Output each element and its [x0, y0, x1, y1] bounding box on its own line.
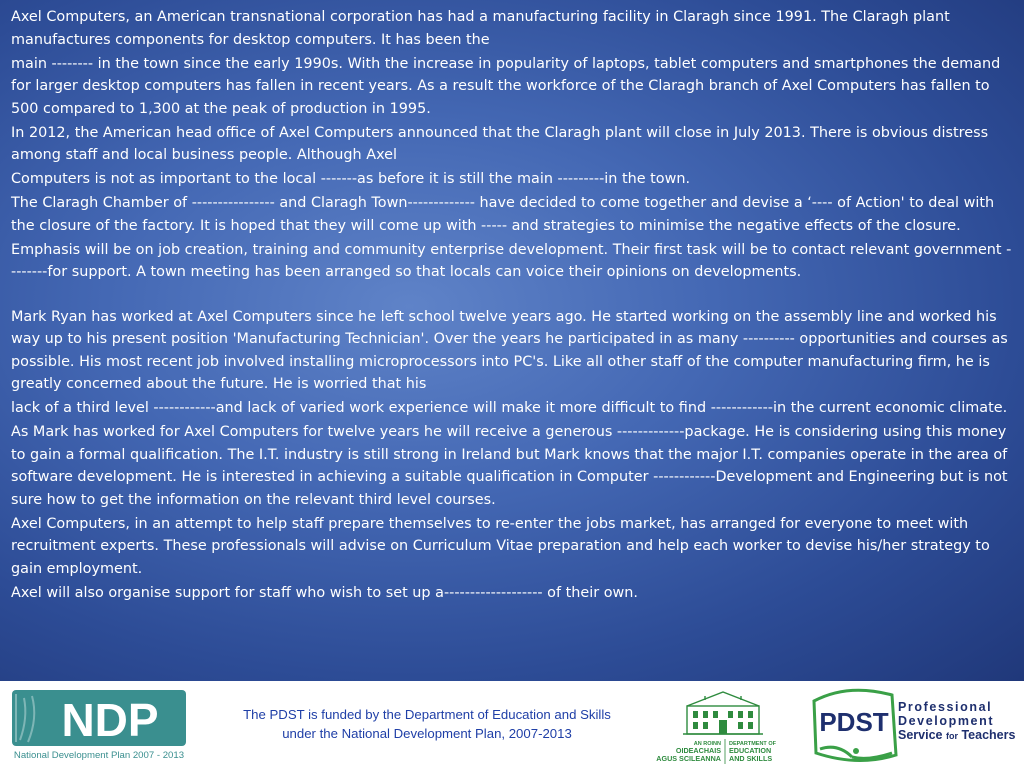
pdst-wordmark-line-3	[898, 728, 1015, 743]
dept-irish-line-3: AGUS SCILEANNA	[656, 754, 721, 763]
funding-line-1: The PDST is funded by the Department of Education and Skills	[243, 707, 611, 722]
pdst-wordmark-service: Service	[898, 728, 943, 742]
pdst-wordmark-for: for	[945, 731, 958, 741]
ndp-logo-caption: National Development Plan 2007 - 2013	[13, 750, 185, 761]
dept-building-icon	[683, 692, 763, 734]
dept-education-logo	[655, 688, 795, 764]
funding-statement	[196, 705, 658, 743]
dept-english-line-1: DEPARTMENT OF	[729, 741, 776, 747]
dept-english-line-2: EDUCATION	[729, 746, 772, 755]
dept-irish-line-2: OIDEACHAIS	[675, 746, 721, 755]
paragraph-plan-of-action: The Claragh Chamber of ---------------- and Claragh Town------------- have decided to come together and devise a ‘---- of Action' to deal with the closure of the factory. It is hoped that they will come up with ----- and strategies to minimise the negative effects of the closure.	[11, 195, 995, 234]
paragraph-enterprise: Axel will also organise support for staff who wish to set up a------------------- of their own.	[11, 584, 638, 601]
paragraph-intro: Axel Computers, an American transnational corporation has had a manufacturing facility in Claragh since 1991. The Claragh plant manufactures components for desktop computers. It has been the	[11, 9, 950, 48]
pdst-acronym: PDST	[819, 707, 889, 737]
ndp-logo	[10, 688, 188, 761]
paragraph-local-importance: Computers is not as important to the local -------as before it is still the main ---------in the town.	[11, 171, 691, 187]
paragraph-mark-ryan: Mark Ryan has worked at Axel Computers since he left school twelve years ago. He started working on the assembly line and worked his way up to his present position 'Manufacturing Technician'. Over the years he participated in as many ---------- opportunities and courses as possible. His most recent job involved installing microprocessors into PC's. Like all other staff of the computer manufacturing firm, he is greatly concerned about the future. He is worried that his	[11, 308, 1008, 392]
paragraph-closure-announcement: In 2012, the American head office of Axel Computers announced that the Claragh plant will close in July 2013. There is obvious distress among staff and local business people. Although Axel	[11, 124, 989, 163]
paragraph-redundancy: As Mark has worked for Axel Computers for twelve years he will receive a generous -------------package. He is considering using this money to gain a formal qualification. The I.T. industry is still strong in Ireland but Mark knows that the major I.T. companies operate in the area of software development. He is interested in achieving a suitable qualification in Computer ------------Development and Engineering but is not sure how to get the information on the relevant third level courses.	[11, 424, 1008, 508]
pdst-wordmark-line-1: Professional	[898, 700, 993, 714]
paragraph-workforce: main -------- in the town since the early 1990s. With the increase in popularity of laptops, tablet computers and smartphones the demand for larger desktop computers has fallen in recent years. As a result the workforce of the Claragh branch of Axel Computers has fallen to 500 compared to 1,300 at the peak of production in 1995.	[11, 55, 1001, 117]
dept-irish-line-1: AN ROINN	[693, 741, 721, 747]
dept-english-line-3: AND SKILLS	[729, 754, 773, 763]
funding-line-2: under the National Development Plan, 2007-2013	[282, 726, 572, 741]
ndp-logo-text: NDP	[61, 694, 159, 746]
paragraph-third-level: lack of a third level ------------and lack of varied work experience will make it more difficult to find ------------in the current economic climate.	[11, 400, 1008, 416]
footer-bar	[0, 681, 1024, 768]
pdst-wordmark-line-2: Development	[898, 714, 995, 728]
pdst-wordmark-teachers: Teachers	[961, 728, 1016, 742]
paragraph-recruitment: Axel Computers, in an attempt to help staff prepare themselves to re-enter the jobs market, has arranged for everyone to meet with recruitment experts. These professionals will advise on Curriculum Vitae preparation and help each worker to devise his/her strategy to gain employment.	[11, 515, 990, 577]
paragraph-emphasis: Emphasis will be on job creation, training and community enterprise development. Their first task will be to contact relevant government --------for support. A town meeting has been arranged so that locals can voice their opinions on developments.	[11, 241, 1012, 280]
slide-body	[11, 6, 1015, 606]
pdst-wordmark	[898, 700, 1015, 743]
